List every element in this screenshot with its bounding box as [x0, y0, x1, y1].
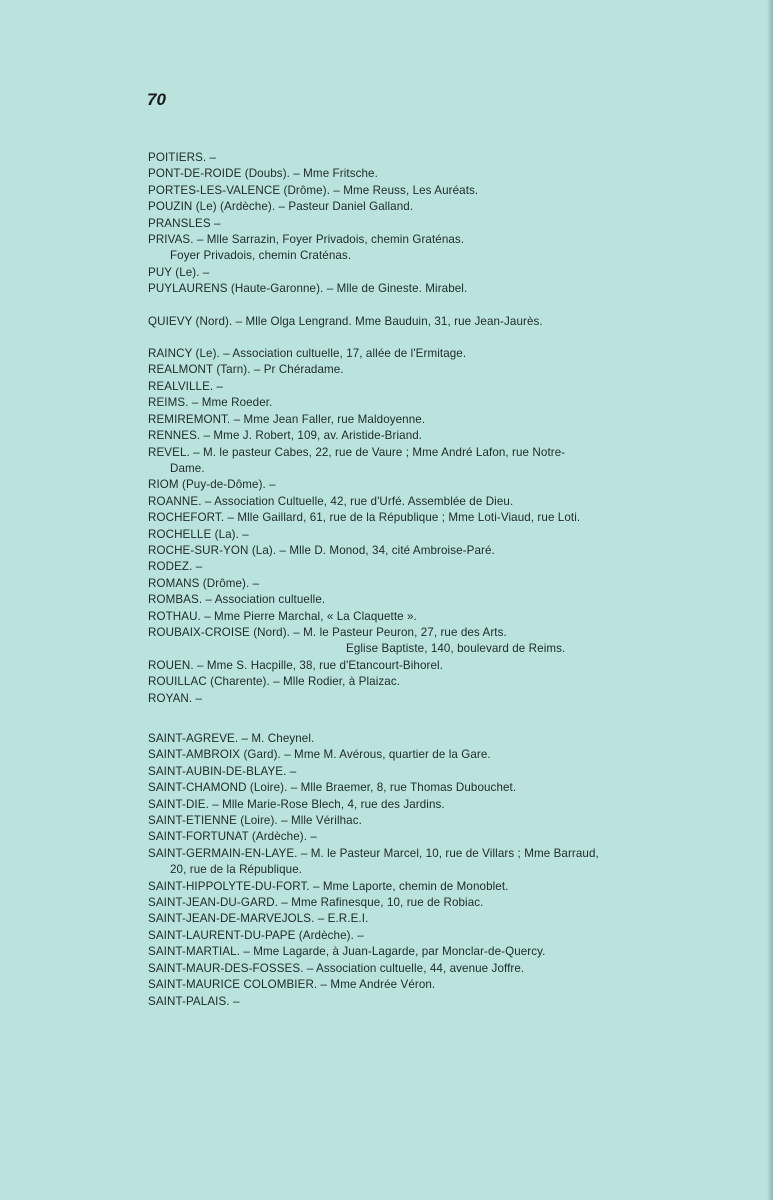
- directory-entry: PRIVAS. – Mlle Sarrazin, Foyer Privadois, chemin Graténas.: [148, 233, 465, 247]
- directory-entry: PUYLAURENS (Haute-Garonne). – Mlle de Gineste. Mirabel.: [148, 282, 468, 296]
- directory-entry: SAINT-HIPPOLYTE-DU-FORT. – Mme Laporte, chemin de Monoblet.: [148, 879, 509, 893]
- directory-entry: REVEL. – M. le pasteur Cabes, 22, rue de Vaure ; Mme André Lafon, rue Notre-: [148, 445, 566, 459]
- directory-entry: ROMANS (Drôme). –: [148, 576, 260, 590]
- directory-entry: SAINT-AGREVE. – M. Cheynel.: [148, 732, 315, 745]
- directory-entry: RODEZ. –: [148, 560, 203, 574]
- directory-entry: ROUEN. – Mme S. Hacpille, 38, rue d'Etancourt-Bihorel.: [148, 658, 443, 672]
- directory-entry: ROANNE. – Association Cultuelle, 42, rue d'Urfé. Assemblée de Dieu.: [148, 494, 514, 508]
- directory-entry: Foyer Privadois, chemin Craténas.: [170, 249, 352, 263]
- directory-entry: SAINT-GERMAIN-EN-LAYE. – M. le Pasteur Marcel, 10, rue de Villars ; Mme Barraud,: [148, 846, 599, 860]
- directory-entry: SAINT-MAURICE COLOMBIER. – Mme Andrée Véron.: [148, 978, 436, 992]
- directory-entry: ROUBAIX-CROISE (Nord). – M. le Pasteur Peuron, 27, rue des Arts.: [148, 625, 507, 639]
- directory-entry: ROCHE-SUR-YON (La). – Mlle D. Monod, 34, cité Ambroise-Paré.: [148, 543, 495, 557]
- directory-entry: ROTHAU. – Mme Pierre Marchal, « La Claquette ».: [148, 609, 417, 623]
- directory-entry: SAINT-MAUR-DES-FOSSES. – Association cultuelle, 44, avenue Joffre.: [148, 961, 525, 975]
- directory-entry: RIOM (Puy-de-Dôme). –: [148, 478, 276, 492]
- directory-entry: SAINT-FORTUNAT (Ardèche). –: [148, 830, 317, 844]
- directory-entry: POITIERS. –: [148, 151, 217, 164]
- directory-entry: SAINT-AMBROIX (Gard). – Mme M. Avérous, quartier de la Gare.: [148, 748, 491, 762]
- directory-entry: Dame.: [170, 461, 205, 475]
- directory-entry: ROCHEFORT. – Mlle Gaillard, 61, rue de la République ; Mme Loti-Viaud, rue Loti.: [148, 511, 581, 525]
- directory-entry: SAINT-AUBIN-DE-BLAYE. –: [148, 764, 297, 778]
- directory-entry: SAINT-DIE. – Mlle Marie-Rose Blech, 4, rue des Jardins.: [148, 797, 445, 811]
- directory-entry: SAINT-PALAIS. –: [148, 994, 240, 1008]
- directory-entry: 20, rue de la République.: [170, 863, 303, 877]
- directory-entry: PONT-DE-ROIDE (Doubs). – Mme Fritsche.: [148, 167, 378, 181]
- directory-entry: REALMONT (Tarn). – Pr Chéradame.: [148, 363, 344, 377]
- directory-entry: RENNES. – Mme J. Robert, 109, av. Aristide-Briand.: [148, 429, 423, 443]
- directory-entry: SAINT-JEAN-DE-MARVEJOLS. – E.R.E.I.: [148, 912, 369, 926]
- directory-entry: SAINT-MARTIAL. – Mme Lagarde, à Juan-Lagarde, par Monclar-de-Quercy.: [148, 945, 546, 959]
- directory-entry: ROMBAS. – Association cultuelle.: [148, 593, 326, 607]
- directory-entry: REALVILLE. –: [148, 379, 224, 393]
- directory-entry: RAINCY (Le). – Association cultuelle, 17, allée de l'Ermitage.: [148, 347, 467, 361]
- section-gap: [148, 330, 668, 346]
- directory-entry: REIMS. – Mme Roeder.: [148, 396, 273, 410]
- directory-list: [148, 150, 668, 1010]
- directory-entry: SAINT-JEAN-DU-GARD. – Mme Rafinesque, 10, rue de Robiac.: [148, 896, 484, 910]
- directory-entry: REMIREMONT. – Mme Jean Faller, rue Maldoyenne.: [148, 412, 426, 426]
- directory-entry: ROCHELLE (La). –: [148, 527, 249, 541]
- directory-entry: PRANSLES –: [148, 216, 221, 230]
- directory-entry: SAINT-CHAMOND (Loire). – Mlle Braemer, 8, rue Thomas Dubouchet.: [148, 781, 517, 795]
- directory-entry: SAINT-LAURENT-DU-PAPE (Ardèche). –: [148, 928, 364, 942]
- directory-entry: QUIEVY (Nord). – Mlle Olga Lengrand. Mme Bauduin, 31, rue Jean-Jaurès.: [148, 314, 543, 328]
- directory-entry: ROUILLAC (Charente). – Mlle Rodier, à Plaizac.: [148, 675, 401, 689]
- section-gap: [148, 298, 668, 314]
- directory-entry: SAINT-ETIENNE (Loire). – Mlle Vérilhac.: [148, 814, 362, 828]
- page-edge-shadow: [767, 0, 773, 1200]
- directory-entry: Eglise Baptiste, 140, boulevard de Reims.: [346, 642, 566, 656]
- directory-entry: ROYAN. –: [148, 691, 203, 705]
- section-gap: [148, 707, 668, 731]
- page-number: 70: [147, 90, 166, 109]
- directory-entry: PORTES-LES-VALENCE (Drôme). – Mme Reuss, Les Auréats.: [148, 183, 479, 197]
- directory-entry: POUZIN (Le) (Ardèche). – Pasteur Daniel Galland.: [148, 200, 414, 214]
- directory-entry: PUY (Le). –: [148, 265, 210, 279]
